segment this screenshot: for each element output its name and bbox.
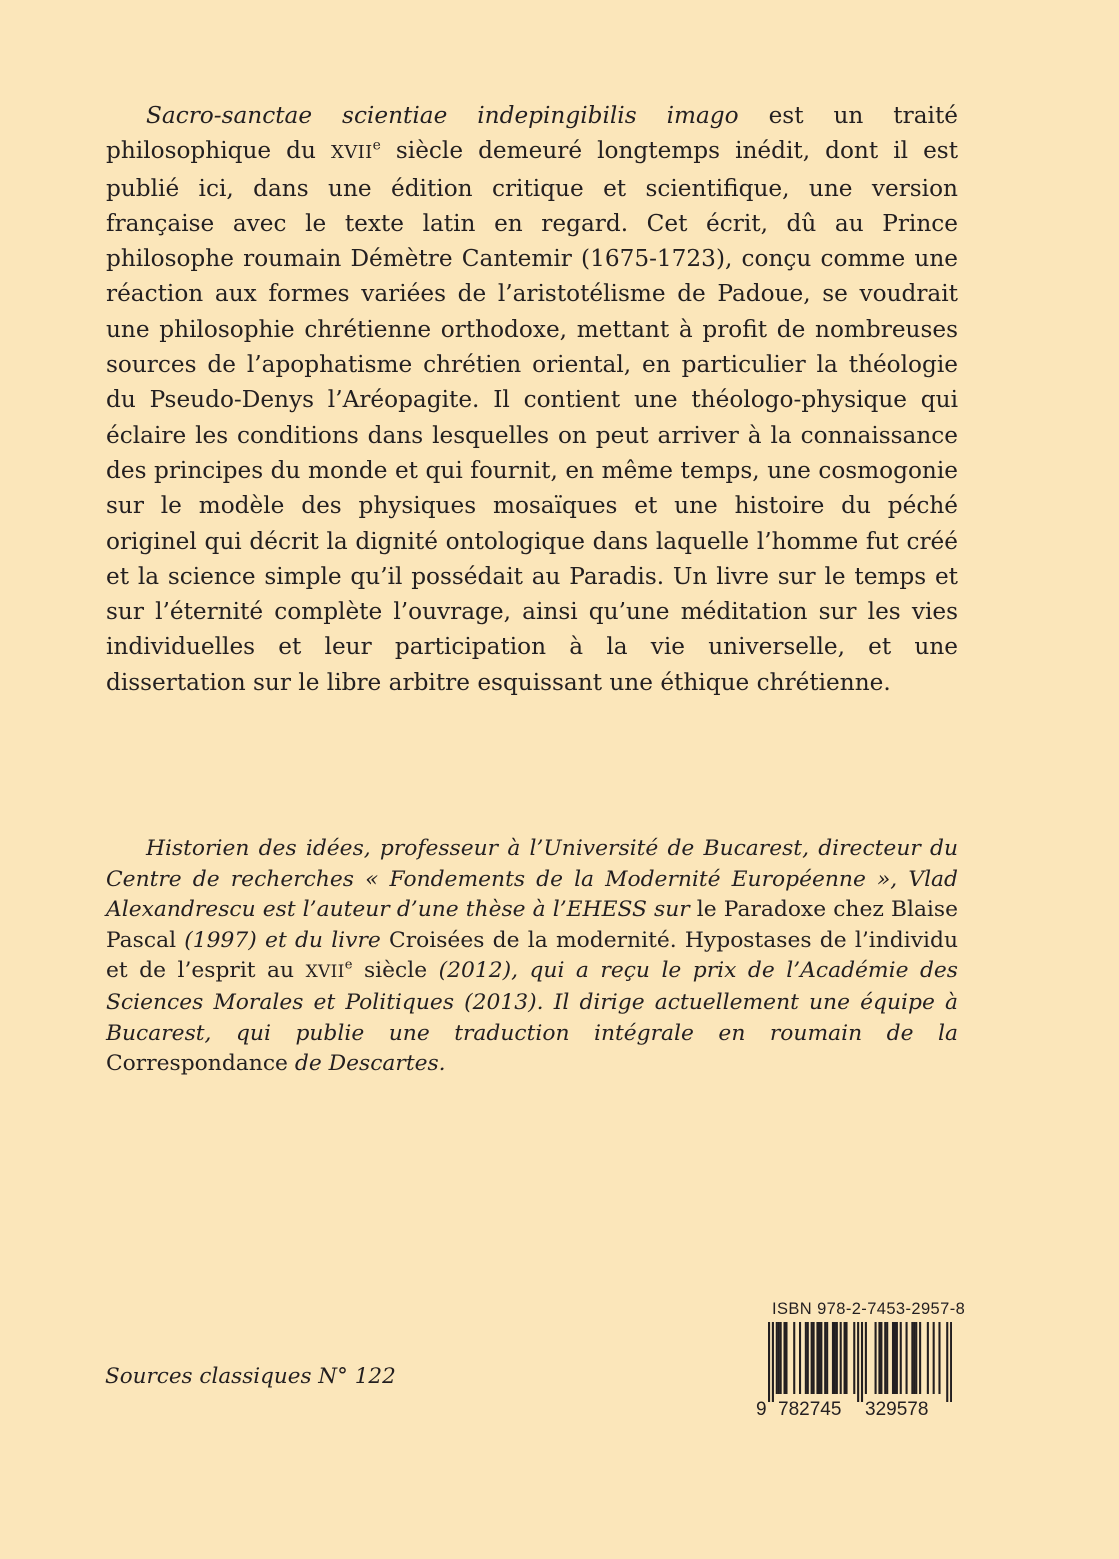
barcode-bar bbox=[820, 1322, 822, 1394]
summary-text-1: est un traité philosophique du bbox=[106, 102, 958, 165]
barcode-bar bbox=[911, 1322, 913, 1394]
bio-century-superscript: e bbox=[344, 958, 353, 974]
barcode-digits-right: 329578 bbox=[865, 1399, 929, 1420]
barcode-bar bbox=[915, 1322, 917, 1394]
barcode-bar bbox=[805, 1322, 807, 1394]
author-bio bbox=[106, 834, 958, 1080]
bio-book-title: Croisées de la modernité. Hypostases de l’individu et de l’esprit au XVIIe siècle bbox=[106, 927, 958, 984]
barcode-bar bbox=[913, 1322, 915, 1394]
barcode-digit-lead: 9 bbox=[756, 1399, 767, 1420]
bio-text-3: (2012), qui a reçu le prix de l’Académie des Sciences Morales et Politiques (2013). Il dirige actuellement une équipe à Bucarest, qui publie une traduction intégrale en roumain de la bbox=[106, 958, 958, 1046]
barcode-bar bbox=[811, 1322, 813, 1394]
barcode-image bbox=[768, 1322, 952, 1402]
barcode-bar bbox=[818, 1322, 820, 1394]
barcode-bar bbox=[844, 1322, 846, 1394]
barcode-bar bbox=[933, 1322, 935, 1394]
barcode-bar bbox=[857, 1322, 859, 1402]
barcode-bar bbox=[807, 1322, 809, 1394]
barcode-bar bbox=[865, 1322, 867, 1394]
barcode-bar bbox=[799, 1322, 801, 1394]
barcode-bar bbox=[832, 1322, 834, 1394]
bio-text-2: (1997) et du livre bbox=[176, 927, 390, 953]
barcode-bar bbox=[900, 1322, 902, 1394]
barcode-bar bbox=[886, 1322, 888, 1394]
barcode-bar bbox=[772, 1322, 774, 1402]
barcode-bar bbox=[783, 1322, 785, 1394]
barcode-bar bbox=[793, 1322, 795, 1394]
bio-text-4: de Descartes. bbox=[287, 1051, 446, 1077]
barcode-bar bbox=[919, 1322, 921, 1394]
barcode-bar bbox=[884, 1322, 886, 1394]
summary-text-2: siècle demeuré longtemps inédit, dont il est publié ici, dans une édition critique et scientifique, une version française avec le texte latin en regard. Cet écrit, dû au Prince philosophe roumain Démètre Cantemir (1675-1723), conçu comme une réaction aux formes variées de l’aristotélisme de Padoue, se voudrait une philosophie chrétienne orthodoxe, mettant à profit de nombreuses sources de l’apophatisme chrétien oriental, en particulier la théologie du Pseudo-Denys l’Aréopagite. Il contient une théologo-physique qui éclaire les conditions dans lesquelles on peut arriver à la connaissance des principes du monde et qui fournit, en même temps, une cosmogonie sur le modèle des physiques mosaïques et une histoire du péché originel qui décrit la dignité ontologique dans laquelle l’homme fut créé et la science simple qu’il possédait au Paradis. Un livre sur le temps et sur l’éternité complète l’ouvrage, ainsi qu’une méditation sur les vies individuelles et leur participation à la vie universelle, et une dissertation sur le libre arbitre esquissant une éthique chrétienne. bbox=[106, 137, 959, 696]
barcode-bar bbox=[894, 1322, 896, 1394]
barcode-bar bbox=[826, 1322, 828, 1394]
barcode-bar bbox=[836, 1322, 838, 1394]
bio-correspondance-title: Correspondance bbox=[106, 1051, 288, 1077]
barcode-digits-left: 782745 bbox=[778, 1399, 842, 1420]
barcode-bar bbox=[778, 1322, 780, 1394]
latin-title: Sacro-sanctae scientiae indepingibilis imago bbox=[146, 102, 739, 129]
barcode-bar bbox=[875, 1322, 877, 1394]
isbn-text: ISBN 978-2-7453-2957-8 bbox=[772, 1300, 966, 1318]
barcode-bar bbox=[853, 1322, 855, 1394]
bio-thesis-title: le Paradoxe chez Blaise Pascal bbox=[106, 897, 958, 953]
barcode-bar bbox=[813, 1322, 815, 1394]
barcode-bar bbox=[906, 1322, 908, 1394]
bio-century-numeral: XVII bbox=[305, 962, 345, 983]
barcode-bar bbox=[880, 1322, 882, 1394]
barcode-bar bbox=[896, 1322, 898, 1394]
barcode-bar bbox=[927, 1322, 929, 1394]
barcode-bar bbox=[834, 1322, 836, 1394]
book-summary bbox=[106, 98, 958, 700]
barcode-bar bbox=[816, 1322, 818, 1394]
barcode-bar bbox=[950, 1322, 952, 1402]
barcode-bar bbox=[785, 1322, 787, 1394]
barcode-bar bbox=[878, 1322, 880, 1394]
isbn-barcode-block bbox=[756, 1300, 966, 1421]
barcode-bar bbox=[938, 1322, 940, 1394]
bio-text-1: Historien des idées, professeur à l’Université de Bucarest, directeur du Centre de recherches « Fondements de la Modernité Européenne », Vlad Alexandrescu est l’auteur d’une thèse à l’EHESS sur bbox=[106, 836, 958, 923]
barcode-bar bbox=[892, 1322, 894, 1394]
barcode-bar bbox=[780, 1322, 782, 1394]
barcode-digits bbox=[756, 1399, 952, 1421]
century-numeral: XVII bbox=[330, 142, 373, 164]
barcode-bar bbox=[824, 1322, 826, 1394]
barcode-bar bbox=[768, 1322, 770, 1402]
century-superscript: e bbox=[372, 137, 381, 154]
barcode-bar bbox=[840, 1322, 842, 1394]
barcode-bar bbox=[946, 1322, 948, 1402]
barcode-bar bbox=[776, 1322, 778, 1394]
barcode-bar bbox=[845, 1322, 847, 1394]
collection-label: Sources classiques N° 122 bbox=[105, 1364, 396, 1389]
barcode-bar bbox=[861, 1322, 863, 1402]
